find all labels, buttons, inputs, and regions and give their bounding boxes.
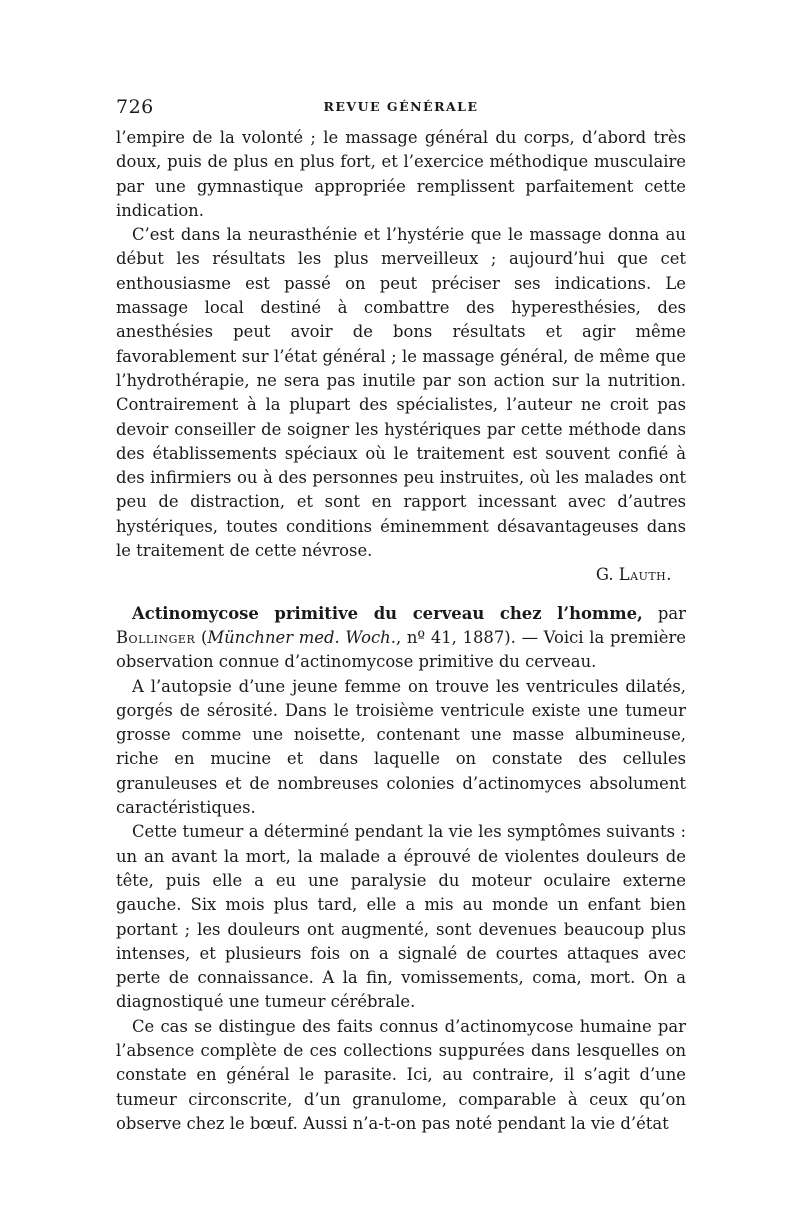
paragraph-neurasthenia: C’est dans la neurasthénie et l’hystérie que le massage donna au début les résultats les plus merveilleux ; aujourd’hui que cet enthousiasme est passé on peut préciser ses indications. Le massage local destiné à combattre des hyperesthésies, des anesthésies peut avoir de bons résultats et agir même favorablement sur l’état général ; le massage général, de même que l’hydrothérapie, ne sera pas inutile par son action sur la nutrition. Contrairement à la plupart des spécialistes, l’auteur ne croit pas devoir conseiller de soigner les hystériques par cette méthode dans des établissements spéciaux où le traitement est souvent confié à des infirmiers ou à des personnes peu instruites, où les malades ont peu de distraction, et sont en rapport incessant avec d’autres hystériques, toutes conditions éminemment désavantageuses dans le traitement de cette névrose. <box>116 225 686 561</box>
running-head <box>116 96 686 126</box>
page-number: 726 <box>116 96 154 118</box>
document-page <box>116 96 686 1136</box>
journal-reference: Münchner med. Woch. <box>207 627 396 647</box>
paragraph-article-heading <box>116 602 686 675</box>
by-text: par <box>642 603 686 623</box>
section-gap <box>116 588 686 602</box>
review-signature <box>116 563 686 587</box>
signature-name: Lauth. <box>618 565 672 585</box>
article-body <box>116 126 686 563</box>
reference-rest: , nº 41, 1887). — Voici la première observation connue d’actinomycose primitive du cerveau. <box>116 627 686 672</box>
article-author: Bollinger <box>116 627 196 647</box>
journal-title: REVUE GÉNÉRALE <box>323 99 479 114</box>
article-body-actinomycosis <box>116 602 686 1137</box>
paragraph-autopsy: A l’autopsie d’une jeune femme on trouve les ventricules dilatés, gorgés de sérosité. Dans le troisième ventricule existe une tumeur grosse comme une noisette, contenant une masse albumineuse, riche en mucine et dans laquelle on constate des cellules granuleuses et de nombreuses colonies d’actinomyces absolument caractéristiques. <box>116 676 686 818</box>
signature-initial: G. <box>595 565 619 585</box>
paragraph-massage-indication: l’empire de la volonté ; le massage général du corps, d’abord très doux, puis de plus en plus fort, et l’exercice méthodique musculaire par une gymnastique appropriée remplissent parfaitement cette indication. <box>116 128 686 220</box>
paragraph-distinction: Ce cas se distingue des faits connus d’actinomycose humaine par l’absence complète de ces collections suppurées dans lesquelles on constate en général le parasite. Ici, au contraire, il s’agit d’une tumeur circonscrite, d’un granulome, comparable à ceux qu’on observe chez le bœuf. Aussi n’a-t-on pas noté pendant la vie d’état <box>116 1016 686 1133</box>
paragraph-symptoms: Cette tumeur a déterminé pendant la vie les symptômes suivants : un an avant la mort, la malade a éprouvé de violentes douleurs de tête, puis elle a eu une paralysie du moteur oculaire externe gauche. Six mois plus tard, elle a mis au monde un enfant bien portant ; les douleurs ont augmenté, sont devenues beaucoup plus intenses, et plusieurs fois on a signalé de courtes attaques avec perte de connaissance. A la fin, vomissements, coma, mort. On a diagnostiqué une tumeur cérébrale. <box>116 822 686 1012</box>
reference-open: ( <box>195 627 208 647</box>
article-title: Actinomycose primitive du cerveau chez l’homme, <box>132 603 643 623</box>
